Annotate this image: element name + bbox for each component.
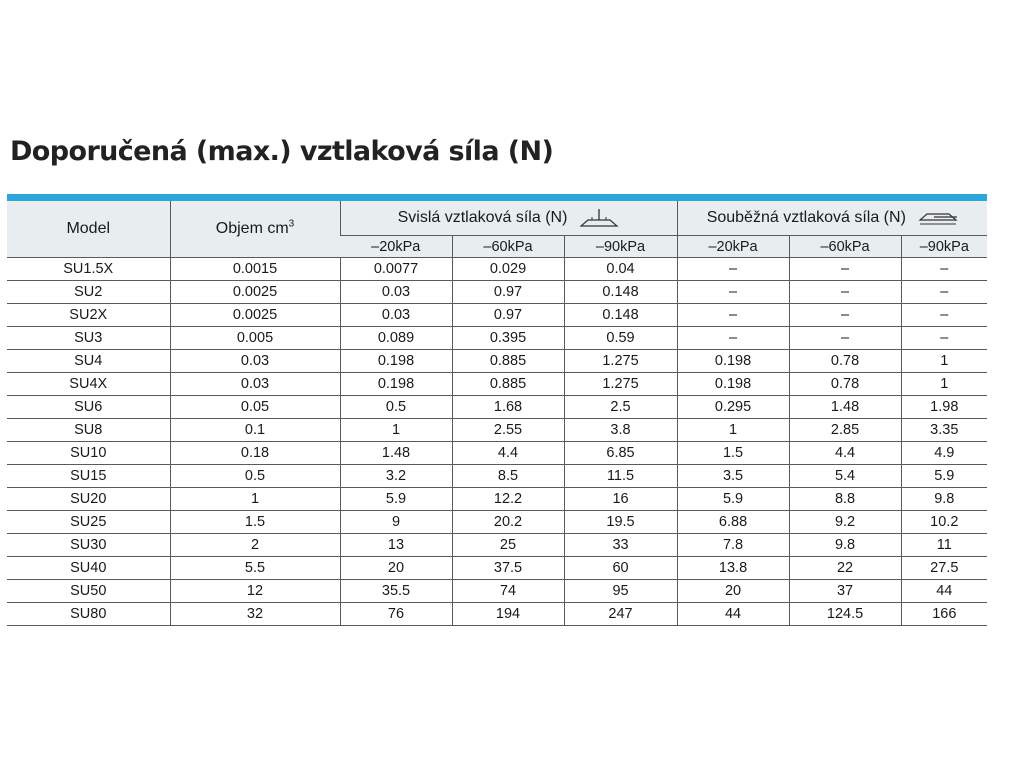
volume-cell: 0.0015 [170,258,340,281]
vertical-force-20kpa-cell: 0.5 [340,396,452,419]
model-cell: SU80 [7,603,170,626]
vertical-force-20kpa-cell: 76 [340,603,452,626]
model-cell: SU2 [7,281,170,304]
parallel-force-20kpa-cell: 3.5 [677,465,789,488]
vertical-force-20kpa-cell: 0.03 [340,281,452,304]
vertical-force-60kpa-cell: 0.97 [452,304,564,327]
parallel-force-20kpa-cell: 0.198 [677,350,789,373]
parallel-force-20kpa-cell: 5.9 [677,488,789,511]
model-cell: SU1.5X [7,258,170,281]
volume-cell: 12 [170,580,340,603]
parallel-force-90kpa-cell: 11 [901,534,987,557]
model-cell: SU2X [7,304,170,327]
parallel-force-20kpa-cell: 1.5 [677,442,789,465]
table-row [7,603,987,626]
volume-cell: 0.005 [170,327,340,350]
model-cell: SU25 [7,511,170,534]
volume-cell: 1 [170,488,340,511]
parallel-force-20kpa-cell: 0.198 [677,373,789,396]
vertical-force-20kpa-cell: 9 [340,511,452,534]
pressure-header-vertical-90: –90kPa [564,236,677,258]
vertical-force-20kpa-cell: 35.5 [340,580,452,603]
volume-cell: 2 [170,534,340,557]
model-cell: SU4 [7,350,170,373]
vertical-force-90kpa-cell: 0.148 [564,281,677,304]
vertical-force-60kpa-cell: 0.395 [452,327,564,350]
table-row [7,304,987,327]
parallel-force-60kpa-cell: 9.2 [789,511,901,534]
vertical-force-90kpa-cell: 95 [564,580,677,603]
parallel-force-20kpa-cell: 1 [677,419,789,442]
volume-cell: 0.5 [170,465,340,488]
vertical-force-60kpa-cell: 20.2 [452,511,564,534]
vertical-force-60kpa-cell: 74 [452,580,564,603]
model-cell: SU6 [7,396,170,419]
model-cell: SU30 [7,534,170,557]
parallel-force-90kpa-cell: 1.98 [901,396,987,419]
parallel-force-60kpa-cell: 37 [789,580,901,603]
vertical-force-90kpa-cell: 19.5 [564,511,677,534]
vertical-force-20kpa-cell: 13 [340,534,452,557]
parallel-force-group-label: Souběžná vztlaková síla (N) [706,209,906,226]
vertical-force-90kpa-cell: 16 [564,488,677,511]
parallel-force-90kpa-cell: 3.35 [901,419,987,442]
parallel-force-60kpa-cell: – [789,281,901,304]
model-cell: SU40 [7,557,170,580]
parallel-force-20kpa-cell: 13.8 [677,557,789,580]
parallel-force-90kpa-cell: 5.9 [901,465,987,488]
vertical-force-90kpa-cell: 0.04 [564,258,677,281]
model-cell: SU8 [7,419,170,442]
pressure-header-parallel-20: –20kPa [677,236,789,258]
header-row-groups [7,201,987,236]
vertical-force-90kpa-cell: 60 [564,557,677,580]
vertical-force-60kpa-cell: 8.5 [452,465,564,488]
volume-cell: 5.5 [170,557,340,580]
model-cell: SU15 [7,465,170,488]
volume-cell: 0.03 [170,373,340,396]
parallel-force-60kpa-cell: 9.8 [789,534,901,557]
vertical-force-90kpa-cell: 247 [564,603,677,626]
table-row [7,442,987,465]
parallel-force-90kpa-cell: 1 [901,373,987,396]
parallel-force-20kpa-cell: 7.8 [677,534,789,557]
volume-cell: 0.0025 [170,304,340,327]
parallel-force-60kpa-cell: – [789,258,901,281]
parallel-force-20kpa-cell: – [677,258,789,281]
parallel-force-20kpa-cell: 20 [677,580,789,603]
volume-cell: 0.03 [170,350,340,373]
table-row [7,557,987,580]
pressure-header-parallel-60: –60kPa [789,236,901,258]
table-row [7,396,987,419]
vertical-force-20kpa-cell: 0.198 [340,373,452,396]
table-row [7,465,987,488]
table-row [7,373,987,396]
title-accent-bar [7,194,987,201]
parallel-force-90kpa-cell: 1 [901,350,987,373]
parallel-force-90kpa-cell: – [901,304,987,327]
vertical-force-20kpa-cell: 3.2 [340,465,452,488]
volume-cell: 0.05 [170,396,340,419]
volume-cell: 32 [170,603,340,626]
vertical-force-90kpa-cell: 2.5 [564,396,677,419]
parallel-force-20kpa-cell: – [677,281,789,304]
parallel-force-90kpa-cell: – [901,258,987,281]
table-row [7,534,987,557]
parallel-force-20kpa-cell: 6.88 [677,511,789,534]
parallel-force-90kpa-cell: 44 [901,580,987,603]
vertical-force-20kpa-cell: 0.198 [340,350,452,373]
vertical-force-60kpa-cell: 1.68 [452,396,564,419]
table-row [7,350,987,373]
table-row [7,327,987,350]
vertical-force-20kpa-cell: 0.0077 [340,258,452,281]
volume-unit-superscript: 3 [288,218,295,230]
vertical-force-90kpa-cell: 11.5 [564,465,677,488]
table-row [7,580,987,603]
vertical-force-20kpa-cell: 0.089 [340,327,452,350]
vertical-force-60kpa-cell: 4.4 [452,442,564,465]
parallel-force-90kpa-cell: 10.2 [901,511,987,534]
parallel-force-90kpa-cell: 27.5 [901,557,987,580]
parallel-force-60kpa-cell: 5.4 [789,465,901,488]
vertical-force-60kpa-cell: 0.97 [452,281,564,304]
parallel-force-60kpa-cell: 8.8 [789,488,901,511]
volume-column-header [170,201,340,258]
parallel-force-60kpa-cell: 0.78 [789,350,901,373]
parallel-force-20kpa-cell: 44 [677,603,789,626]
table-row [7,258,987,281]
vertical-force-60kpa-cell: 37.5 [452,557,564,580]
parallel-force-20kpa-cell: 0.295 [677,396,789,419]
vertical-force-60kpa-cell: 194 [452,603,564,626]
suction-force-table [7,201,987,626]
vertical-force-20kpa-cell: 1 [340,419,452,442]
parallel-force-90kpa-cell: 4.9 [901,442,987,465]
volume-header-label: Objem cm [215,220,289,237]
table-row [7,511,987,534]
model-cell: SU4X [7,373,170,396]
pressure-header-vertical-60: –60kPa [452,236,564,258]
vertical-force-60kpa-cell: 2.55 [452,419,564,442]
vertical-force-90kpa-cell: 33 [564,534,677,557]
vertical-force-60kpa-cell: 0.029 [452,258,564,281]
parallel-force-60kpa-cell: 2.85 [789,419,901,442]
model-cell: SU3 [7,327,170,350]
vertical-force-90kpa-cell: 0.148 [564,304,677,327]
vertical-force-icon [579,208,619,228]
pressure-header-parallel-90: –90kPa [901,236,987,258]
volume-cell: 0.0025 [170,281,340,304]
parallel-force-group-header [677,201,987,236]
parallel-force-20kpa-cell: – [677,304,789,327]
table-row [7,488,987,511]
vertical-force-90kpa-cell: 1.275 [564,373,677,396]
vertical-force-20kpa-cell: 1.48 [340,442,452,465]
model-column-header: Model [7,201,170,258]
parallel-force-90kpa-cell: 9.8 [901,488,987,511]
parallel-force-60kpa-cell: 124.5 [789,603,901,626]
model-cell: SU20 [7,488,170,511]
vertical-force-60kpa-cell: 25 [452,534,564,557]
vertical-force-20kpa-cell: 20 [340,557,452,580]
parallel-force-90kpa-cell: – [901,281,987,304]
vertical-force-20kpa-cell: 5.9 [340,488,452,511]
vertical-force-group-label: Svislá vztlaková síla (N) [397,209,568,226]
pressure-header-vertical-20: –20kPa [340,236,452,258]
volume-cell: 0.1 [170,419,340,442]
parallel-force-60kpa-cell: – [789,304,901,327]
vertical-force-90kpa-cell: 6.85 [564,442,677,465]
vertical-force-60kpa-cell: 12.2 [452,488,564,511]
parallel-force-60kpa-cell: – [789,327,901,350]
vertical-force-90kpa-cell: 3.8 [564,419,677,442]
model-cell: SU50 [7,580,170,603]
table-row [7,281,987,304]
vertical-force-20kpa-cell: 0.03 [340,304,452,327]
parallel-force-90kpa-cell: – [901,327,987,350]
volume-cell: 1.5 [170,511,340,534]
parallel-force-20kpa-cell: – [677,327,789,350]
parallel-force-90kpa-cell: 166 [901,603,987,626]
table-row [7,419,987,442]
volume-cell: 0.18 [170,442,340,465]
vertical-force-90kpa-cell: 1.275 [564,350,677,373]
vertical-force-group-header [340,201,677,236]
parallel-force-60kpa-cell: 22 [789,557,901,580]
parallel-force-60kpa-cell: 1.48 [789,396,901,419]
parallel-force-icon [918,208,958,228]
vertical-force-90kpa-cell: 0.59 [564,327,677,350]
vertical-force-60kpa-cell: 0.885 [452,350,564,373]
parallel-force-60kpa-cell: 0.78 [789,373,901,396]
page-title: Doporučená (max.) vztlaková síla (N) [10,136,554,167]
table-body [7,258,987,626]
model-cell: SU10 [7,442,170,465]
parallel-force-60kpa-cell: 4.4 [789,442,901,465]
vertical-force-60kpa-cell: 0.885 [452,373,564,396]
